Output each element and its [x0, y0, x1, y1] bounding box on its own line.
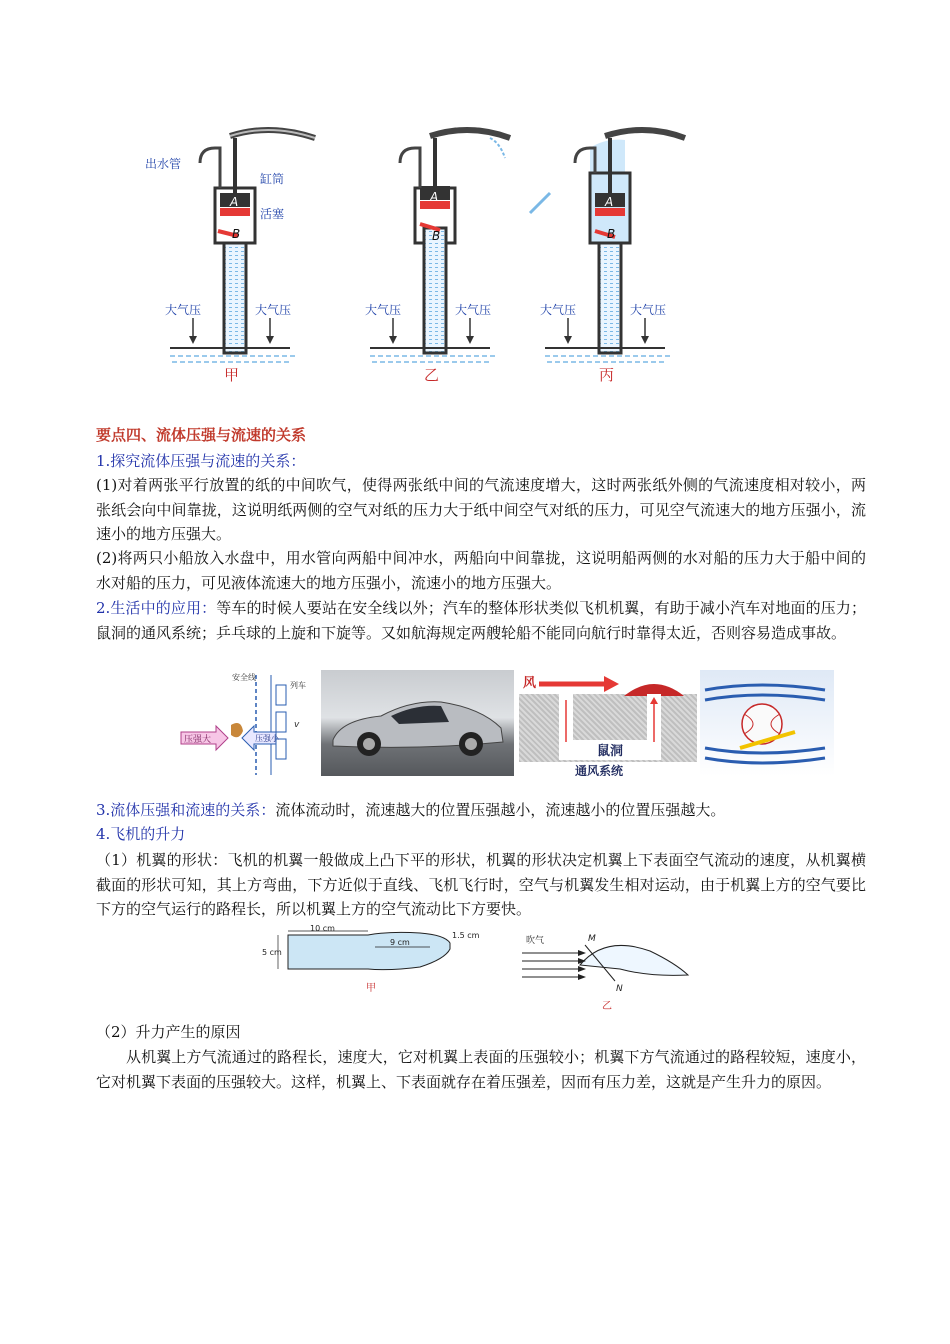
- dim-9cm: 9 cm: [390, 938, 410, 947]
- label-atm-right-2: 大气压: [455, 303, 492, 317]
- item2-heading: 2.生活中的应用：: [96, 599, 217, 617]
- dim-1-5cm: 1.5 cm: [452, 931, 480, 940]
- item1-heading: 1.探究流体压强与流速的关系：: [96, 452, 306, 470]
- dim-5cm: 5 cm: [262, 948, 282, 957]
- label-piston: 活塞: [260, 207, 285, 221]
- pump-panel-2: [365, 130, 510, 384]
- label-valve-a: A: [230, 195, 239, 209]
- caption-panel-1: 甲: [224, 366, 240, 384]
- label-valve-b-3: B: [607, 227, 616, 241]
- label-atm-right: 大气压: [255, 303, 292, 317]
- label-burrow: 鼠洞: [597, 744, 624, 759]
- item4-p1-label: （1）机翼的形状：: [96, 851, 228, 869]
- label-n: N: [616, 984, 623, 994]
- label-wind: 风: [523, 676, 537, 691]
- item4-paragraph-2: 从机翼上方气流通过的路程长，速度大，它对机翼上表面的压强较小；机翼下方气流通过的路程较短，速度小，它对机翼下表面的压强较大。这样，机翼上、下表面就存在着压强差，因而有压力差，这就是产生升力的原因。: [96, 1048, 866, 1091]
- label-valve-a-2: A: [430, 190, 439, 204]
- label-valve-a-3: A: [605, 195, 614, 209]
- label-cylinder: 缸筒: [260, 172, 285, 186]
- label-outlet-pipe: 出水管: [145, 157, 182, 171]
- label-atm-left: 大气压: [165, 303, 202, 317]
- label-ventilation: 通风系统: [575, 764, 624, 776]
- item4-heading: 4.飞机的升力: [96, 825, 186, 843]
- label-blow: 吹气: [526, 936, 545, 946]
- item1-paragraph-2: (2)将两只小船放入水盘中，用水管向两船中间冲水，两船向中间靠拢，这说明船两侧的水对船的压力大于船中间的水对船的压力，可见液体流速大的地方压强小，流速小的地方压强大。: [96, 549, 866, 592]
- pump-panel-1: [145, 130, 315, 384]
- pump-figure: [120, 118, 700, 388]
- wing-caption-a: 甲: [366, 983, 376, 994]
- item3-paragraph: [96, 798, 866, 823]
- item4-p1-text: 飞机的机翼一般做成上凸下平的形状，机翼的形状决定机翼上下表面空气流动的速度，从机翼横截面的形状可知，其上方弯曲，下方近似于直线、飞机飞行时，空气与机翼发生相对运动，由于机翼上方的空气要比下方的空气运行的路程长，所以机翼上方的空气流动比下方要快。: [96, 851, 867, 918]
- wing-caption-b: 乙: [602, 1001, 612, 1012]
- ball-spin-diagram: [700, 670, 834, 776]
- applications-figure: [176, 670, 836, 778]
- wing-figure-b: [522, 934, 688, 1012]
- label-safety-line-text: 安全线: [232, 673, 256, 682]
- item4-paragraph-1: [96, 848, 866, 922]
- item3-heading: 3.流体压强和流速的关系：: [96, 801, 276, 819]
- label-atm-right-3: 大气压: [630, 303, 667, 317]
- label-train: 列车: [290, 681, 306, 690]
- wing-figure: [260, 925, 700, 1017]
- caption-panel-2: 乙: [424, 366, 440, 384]
- caption-panel-3: 丙: [599, 366, 615, 384]
- label-high-pressure: 压强大: [184, 735, 212, 745]
- dim-10cm: 10 cm: [310, 925, 335, 933]
- burrow-diagram: [519, 670, 697, 776]
- item1-paragraph-1: (1)对着两张平行放置的纸的中间吹气，使得两张纸中间的气流速度增大，这时两张纸外侧的气流速度相对较小，两张纸会向中间靠拢，这说明纸两侧的空气对纸的压力大于纸中间空气对纸的压力，可见空气流速大的地方压强小，流速小的地方压强大。: [96, 476, 866, 543]
- pump-panel-3: [530, 130, 685, 384]
- label-low-pressure: 压强小: [255, 734, 279, 743]
- label-velocity: v: [294, 720, 300, 730]
- item3-text: 流体流动时，流速越大的位置压强越小，流速越小的位置压强越大。: [275, 801, 726, 819]
- label-atm-left-3: 大气压: [540, 303, 577, 317]
- item4-p2-label: （2）升力产生的原因: [96, 1023, 241, 1041]
- item2-text: 等车的时候人要站在安全线以外；汽车的整体形状类似飞机机翼，有助于减小汽车对地面的压力；鼠洞的通风系统；乒乓球的上旋和下旋等。又如航海规定两艘轮船不能同向航行时靠得太近，否则容易造成事故。: [96, 599, 867, 642]
- item2-paragraph: [96, 596, 866, 645]
- wing-figure-a: [262, 925, 480, 994]
- label-m: M: [588, 934, 596, 944]
- section-title: 要点四、流体压强与流速的关系: [96, 426, 307, 444]
- label-atm-left-2: 大气压: [365, 303, 402, 317]
- label-valve-b-2: B: [432, 229, 441, 243]
- car-photo: [321, 670, 514, 776]
- label-valve-b: B: [232, 227, 241, 241]
